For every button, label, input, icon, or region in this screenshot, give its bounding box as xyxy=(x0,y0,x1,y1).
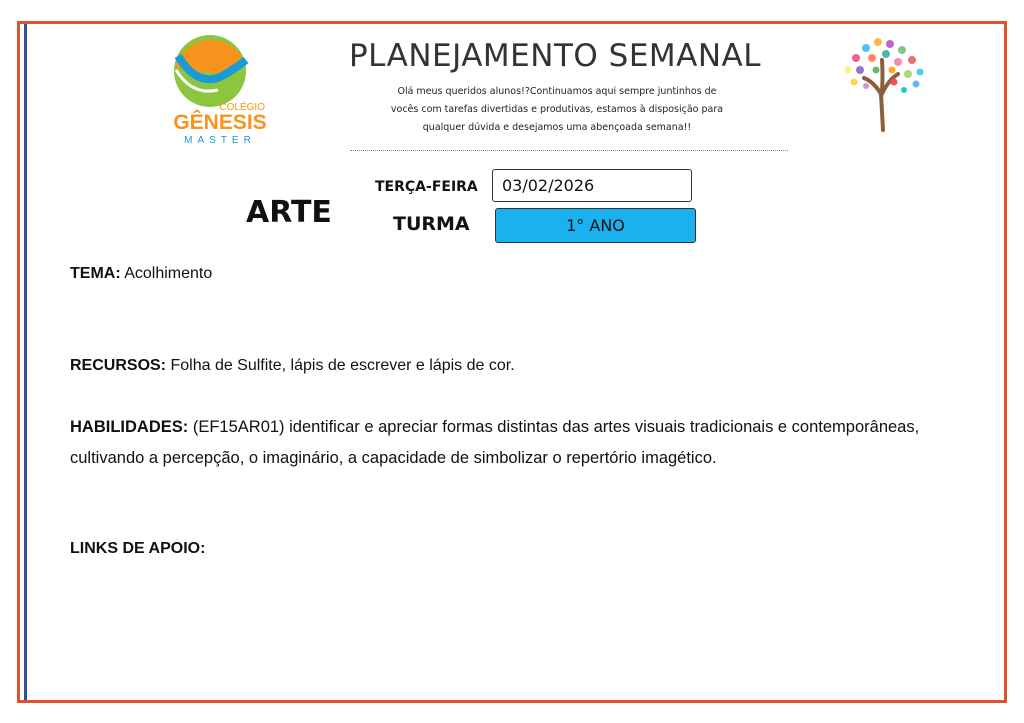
support-links-row xyxy=(70,533,205,564)
logo-text-master: MASTER xyxy=(184,135,256,146)
support-links-label: LINKS DE APOIO: xyxy=(70,540,206,557)
weekday-label: TERÇA-FEIRA xyxy=(375,179,478,195)
school-logo xyxy=(158,26,282,148)
skills-label: HABILIDADES: xyxy=(70,418,189,436)
header-divider xyxy=(350,150,788,151)
skills-row xyxy=(70,412,950,474)
greeting-message xyxy=(372,83,742,137)
resources-value: Folha de Sulfite, lápis de escrever e lápis de cor. xyxy=(170,357,515,374)
tree-illustration xyxy=(836,34,930,132)
subject-title: ARTE xyxy=(246,195,332,230)
resources-label: RECURSOS: xyxy=(70,357,167,374)
logo-text-colegio: COLÉGIO xyxy=(219,102,265,113)
accent-line xyxy=(24,24,27,700)
resources-row xyxy=(70,350,515,381)
class-label: TURMA xyxy=(393,213,470,235)
theme-label: TEMA: xyxy=(70,265,121,282)
theme-value: Acolhimento xyxy=(124,265,213,282)
greeting-line-1: Olá meus queridos alunos!?Continuamos aqui sempre juntinhos de xyxy=(397,86,717,97)
date-field[interactable]: 03/02/2026 xyxy=(492,169,692,202)
greeting-line-2: vocês com tarefas divertidas e produtivas, estamos à disposição para xyxy=(390,104,724,115)
class-field[interactable]: 1° ANO xyxy=(495,208,696,243)
greeting-line-3: qualquer dúvida e desejamos uma abençoada semana!! xyxy=(422,122,692,133)
skills-value: (EF15AR01) identificar e apreciar formas distintas das artes visuais tradicionais e contemporâneas, cultivando a percepção, o imaginário, a capacidade de simbolizar o repertório imagético. xyxy=(70,418,920,467)
logo-text-genesis: GÊNESIS xyxy=(173,111,267,134)
theme-row xyxy=(70,258,212,289)
page-title: PLANEJAMENTO SEMANAL xyxy=(348,38,762,74)
